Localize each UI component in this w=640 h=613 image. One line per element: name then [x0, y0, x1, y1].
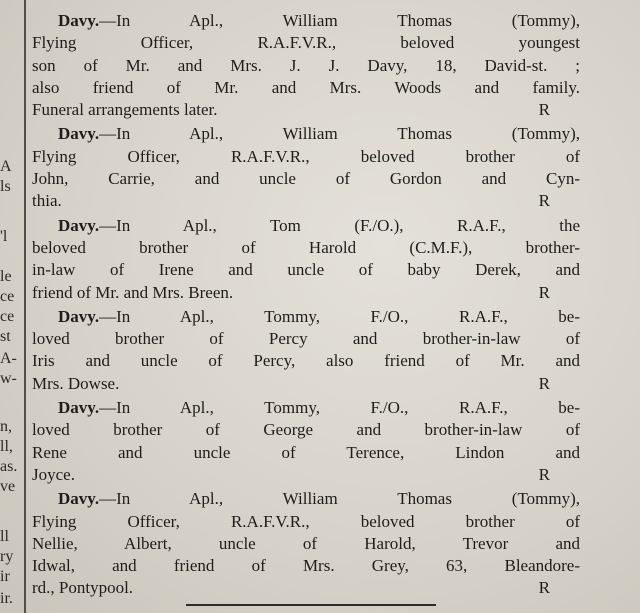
death-notice	[32, 306, 580, 395]
margin-fragment: as.	[0, 458, 18, 475]
notice-line	[32, 533, 580, 555]
notice-text: Funeral arrangements later.	[32, 100, 218, 120]
notice-text: in-law of Irene and uncle of baby Derek, and	[32, 260, 580, 280]
notice-text: Iris and uncle of Percy, also friend of Mr. and	[32, 351, 580, 371]
margin-fragment: ce	[0, 288, 15, 305]
notice-line	[32, 146, 580, 168]
notice-text: friend of Mr. and Mrs. Breen.	[32, 282, 234, 302]
margin-fragment: ir	[0, 568, 10, 585]
margin-fragment: w-	[0, 370, 17, 387]
margin-fragment: ve	[0, 478, 16, 495]
death-notice	[32, 397, 580, 486]
margin-fragment: A-	[0, 350, 17, 367]
notice-text: Joyce.	[32, 464, 75, 484]
notice-line	[32, 397, 580, 419]
notice-mark: R	[538, 282, 550, 302]
notice-surname: Davy.	[58, 11, 100, 30]
notice-surname: Davy.	[58, 124, 100, 144]
notice-line	[32, 32, 580, 54]
notice-line	[32, 259, 580, 281]
margin-fragment: A	[0, 158, 12, 175]
notice-line	[32, 577, 580, 599]
notice-line	[32, 55, 580, 77]
notice-text: Mrs. Dowse.	[32, 373, 120, 393]
notice-text: —In Apl., William Thomas (Tommy),	[99, 124, 580, 144]
notice-text: loved brother of George and brother-in-law of	[32, 420, 580, 440]
notice-mark: R	[538, 100, 550, 120]
notice-surname: Davy.	[58, 215, 100, 235]
notice-surname: Davy.	[58, 306, 100, 326]
notice-line	[32, 10, 580, 32]
notice-line	[32, 350, 580, 372]
death-notices-column	[32, 10, 580, 602]
notice-mark: R	[538, 191, 550, 211]
margin-fragment: ry	[0, 548, 14, 565]
death-notice	[32, 488, 580, 599]
notice-surname: Davy.	[58, 398, 100, 418]
notice-line	[32, 99, 580, 121]
notice-text: also friend of Mr. and Mrs. Woods and family.	[32, 77, 580, 97]
notice-text: —In Apl., William Thomas (Tommy),	[99, 11, 580, 30]
notice-line	[32, 215, 580, 237]
notice-line	[32, 555, 580, 577]
notice-text: John, Carrie, and uncle of Gordon and Cyn-	[32, 169, 580, 189]
notice-line	[32, 282, 580, 304]
notice-line	[32, 237, 580, 259]
notice-text: —In Apl., Tommy, F./O., R.A.F., be-	[99, 306, 580, 326]
notice-line	[32, 328, 580, 350]
notice-mark: R	[538, 373, 550, 393]
margin-fragment: ls	[0, 178, 11, 195]
death-notice	[32, 123, 580, 212]
notice-line	[32, 511, 580, 533]
margin-fragment: 'l	[0, 228, 8, 245]
death-notice	[32, 10, 580, 121]
death-notice	[32, 215, 580, 304]
margin-fragment: ll	[0, 528, 9, 545]
notice-mark: R	[538, 464, 550, 484]
notice-text: thia.	[32, 191, 62, 211]
notice-text: Flying Officer, R.A.F.V.R., beloved brother of	[32, 511, 580, 531]
notice-text: son of Mr. and Mrs. J. J. Davy, 18, David-st. ;	[32, 55, 580, 75]
section-end-rule	[186, 604, 436, 606]
notice-line	[32, 442, 580, 464]
notice-line	[32, 488, 580, 510]
notice-text: Idwal, and friend of Mrs. Grey, 63, Bleandore-	[32, 556, 580, 576]
notice-text: Flying Officer, R.A.F.V.R., beloved youngest	[32, 33, 580, 53]
margin-fragment: le	[0, 268, 12, 285]
margin-fragment: ir.	[0, 590, 13, 607]
notice-text: rd., Pontypool.	[32, 578, 134, 598]
notice-line	[32, 306, 580, 328]
notice-mark: R	[538, 578, 550, 598]
notice-text: —In Apl., Tom (F./O.), R.A.F., the	[99, 215, 580, 235]
notice-line	[32, 419, 580, 441]
margin-fragment: n,	[0, 418, 12, 435]
column-divider	[24, 0, 26, 613]
notice-text: Rene and uncle of Terence, Lindon and	[32, 442, 580, 462]
notice-line	[32, 77, 580, 99]
notice-line	[32, 123, 580, 145]
margin-fragment: ce	[0, 308, 15, 325]
notice-surname: Davy.	[58, 489, 100, 509]
notice-line	[32, 464, 580, 486]
notice-text: —In Apl., Tommy, F./O., R.A.F., be-	[99, 398, 580, 418]
notice-text: —In Apl., William Thomas (Tommy),	[99, 489, 580, 509]
notice-text: Nellie, Albert, uncle of Harold, Trevor and	[32, 533, 580, 553]
notice-text: Flying Officer, R.A.F.V.R., beloved brother of	[32, 146, 580, 166]
notice-text: beloved brother of Harold (C.M.F.), brother-	[32, 237, 580, 257]
margin-fragment: st	[0, 328, 11, 345]
notice-line	[32, 373, 580, 395]
notice-line	[32, 168, 580, 190]
notice-line	[32, 190, 580, 212]
adjacent-column-fragments	[0, 0, 24, 613]
notice-text: loved brother of Percy and brother-in-law of	[32, 329, 580, 349]
margin-fragment: ll,	[0, 438, 13, 455]
